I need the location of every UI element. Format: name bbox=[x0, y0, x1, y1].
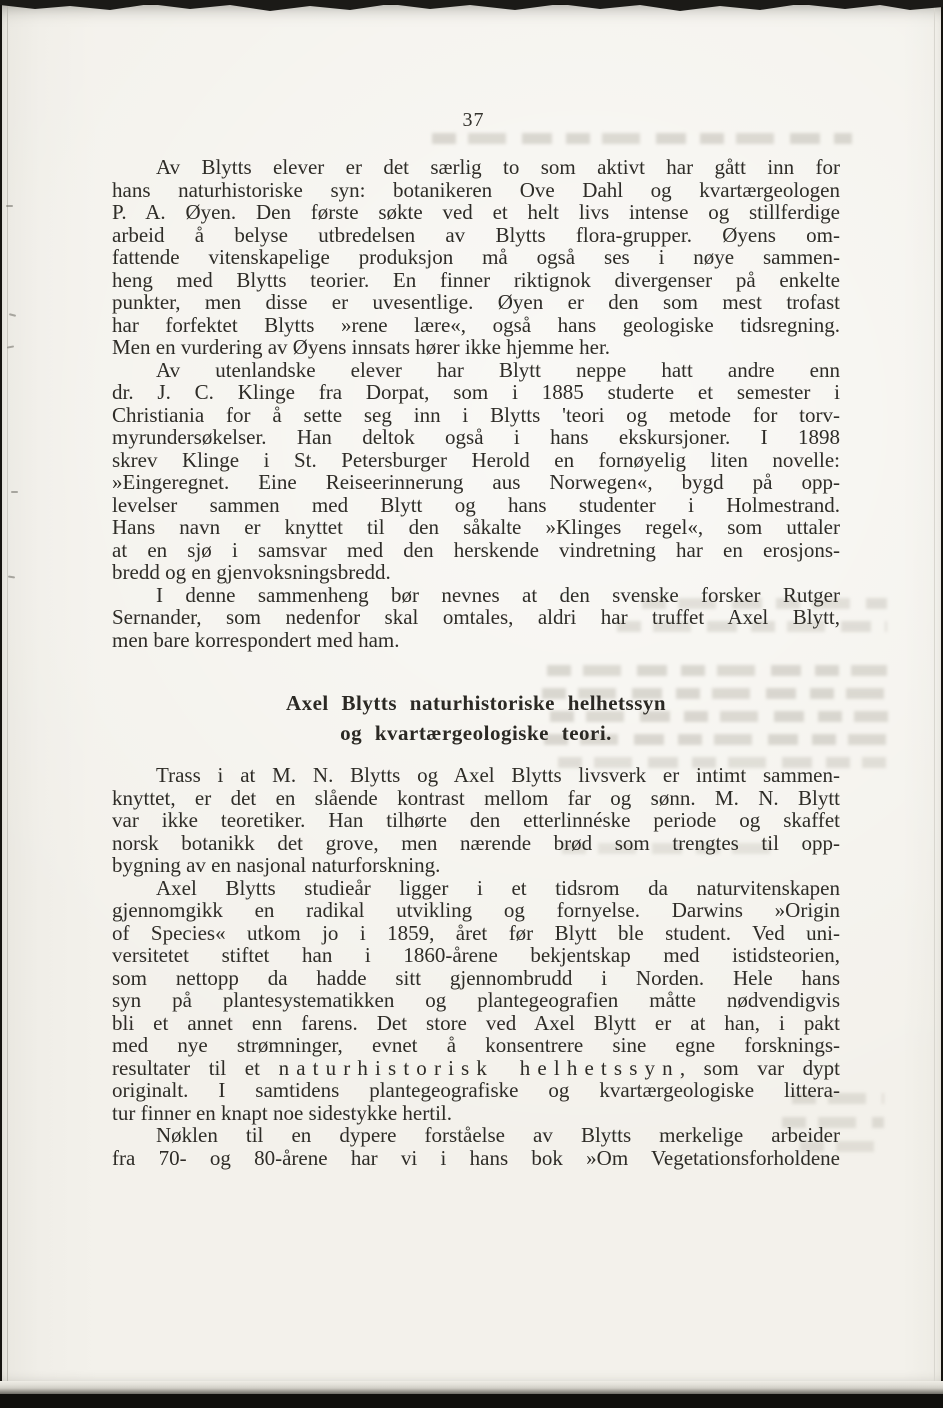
text-line: med nye strømninger, evnet å konsentrere sine egne forsknings- bbox=[112, 1033, 840, 1057]
paragraph bbox=[112, 1124, 840, 1169]
text-line: at en sjø i samsvar med den herskende vindretning har en erosjons- bbox=[112, 537, 840, 562]
text-line: punkter, men disse er uvesentlige. Øyen er den som mest trofast bbox=[112, 290, 840, 314]
text-line: bli et annet enn farens. Det store ved Axel Blytt er at han, i pakt bbox=[112, 1010, 840, 1035]
text-line: har forfektet Blytts »rene lære«, også hans geologiske tidsregning. bbox=[112, 312, 840, 337]
text-line: versitetet stiftet han i 1860-årene bekjentskap med istidsteorien, bbox=[112, 943, 840, 967]
text-line: dr. J. C. Klinge fra Dorpat, som i 1885 studerte et semester i bbox=[112, 380, 840, 404]
scan-bottom-band bbox=[0, 1394, 943, 1408]
section-heading bbox=[112, 688, 840, 748]
emphasized-spaced-text: naturhistorisk helhetssyn bbox=[278, 1055, 680, 1080]
margin-mark bbox=[11, 491, 18, 493]
text-line: bredd og en gjenvoksningsbredd. bbox=[112, 560, 391, 584]
text-line: Sernander, som nedenfor skal omtales, aldri har truffet Axel Blytt, bbox=[112, 605, 840, 629]
text-line: gjennomgikk en radikal utvikling og fornyelse. Darwins »Origin bbox=[112, 898, 840, 922]
text-line: som nettopp da hadde sitt gjennombrudd i Norden. Hele hans bbox=[112, 965, 840, 990]
paragraph bbox=[112, 156, 840, 359]
text-line: Axel Blytts studieår ligger i et tidsrom da naturvitenskapen bbox=[156, 875, 840, 900]
text-line: knyttet, er det en slående kontrast mellom far og sønn. M. N. Blytt bbox=[112, 785, 840, 810]
text-line: »Eingeregnet. Eine Reiseerinnerung aus Norwegen«, bygd på opp- bbox=[112, 470, 840, 494]
paragraph bbox=[112, 584, 840, 652]
text-line: Trass i at M. N. Blytts og Axel Blytts livsverk er intimt sammen- bbox=[156, 763, 840, 787]
text-line: of Species« utkom jo i 1859, året før Blytt ble student. Ved uni- bbox=[112, 920, 840, 945]
stacked-pages-edge bbox=[0, 1381, 943, 1394]
text-line: Nøklen til en dypere forståelse av Blytts merkelige arbeider bbox=[156, 1123, 840, 1147]
text-segment: , som var dypt bbox=[679, 1055, 840, 1080]
margin-mark bbox=[6, 205, 13, 207]
page-left-edge bbox=[7, 5, 8, 1384]
text-line: arbeid å belyse utbredelsen av Blytts flora-grupper. Øyens om- bbox=[112, 222, 840, 247]
text-line: fra 70- og 80-årene har vi i hans bok »Om Vegetationsforholdene bbox=[112, 1145, 840, 1170]
text-line: Av Blytts elever er det særlig to som aktivt har gått inn for bbox=[156, 155, 840, 179]
text-line: P. A. Øyen. Den første søkte ved et helt livs intense og stillferdige bbox=[112, 200, 840, 224]
heading-line: Axel Blytts naturhistoriske helhetssyn bbox=[285, 691, 667, 715]
text-line: I denne sammenheng bør nevnes at den svenske forsker Rutger bbox=[156, 582, 840, 607]
text-line: bygning av en nasjonal naturforskning. bbox=[112, 853, 441, 877]
text-line: syn på plantesystematikken og plantegeografien måtte nødvendigvis bbox=[112, 988, 840, 1012]
text-line: Hans navn er knyttet til den såkalte »Klinges regel«, som uttaler bbox=[112, 515, 840, 539]
text-line: fattende vitenskapelige produksjon må også ses i nøye sammen- bbox=[112, 245, 840, 269]
heading-line: og kvartærgeologiske teori. bbox=[340, 721, 612, 745]
text-line: myrundersøkelser. Han deltok også i hans ekskursjoner. I 1898 bbox=[112, 425, 840, 449]
paragraph bbox=[112, 764, 840, 877]
text-line: var ikke teoretiker. Han tilhørte den etterlinnéske periode og skaffet bbox=[112, 808, 840, 832]
text-line: skrev Klinge i St. Petersburger Herold en fornøyelig liten novelle: bbox=[112, 447, 840, 472]
paragraph bbox=[112, 877, 840, 1125]
text-block bbox=[112, 156, 840, 1169]
text-line: originalt. I samtidens plantegeografiske og kvartærgeologiske littera- bbox=[112, 1078, 840, 1102]
book-page bbox=[2, 5, 941, 1384]
text-line: hans naturhistoriske syn: botanikeren Ove Dahl og kvartærgeologen bbox=[112, 177, 840, 202]
margin-mark bbox=[8, 576, 15, 579]
paragraph bbox=[112, 359, 840, 584]
margin-mark bbox=[7, 345, 14, 348]
margin-mark bbox=[9, 313, 16, 317]
text-line: Av utenlandske elever har Blytt neppe hatt andre enn bbox=[156, 357, 840, 382]
page-number: 37 bbox=[462, 109, 485, 131]
bleedthrough-ghost-line bbox=[432, 133, 852, 144]
text-line: levelser sammen med Blytt og hans studenter i Holmestrand. bbox=[112, 492, 840, 517]
text-segment: resultater til et bbox=[112, 1055, 279, 1080]
text-line: Men en vurdering av Øyens innsats hører ikke hjemme her. bbox=[112, 335, 611, 359]
text-line bbox=[112, 1057, 840, 1080]
text-line: norsk botanikk det grove, men nærende brød som trengtes til opp- bbox=[112, 830, 840, 855]
text-line: tur finner en knapt noe sidestykke hertil. bbox=[112, 1100, 452, 1125]
text-line: heng med Blytts teorier. En finner riktignok divergenser på enkelte bbox=[112, 267, 840, 292]
text-line: Christiania for å sette seg inn i Blytts 'teori og metode for torv- bbox=[112, 402, 840, 427]
page-right-edge bbox=[934, 5, 935, 1384]
text-line: men bare korrespondert med ham. bbox=[112, 627, 400, 652]
